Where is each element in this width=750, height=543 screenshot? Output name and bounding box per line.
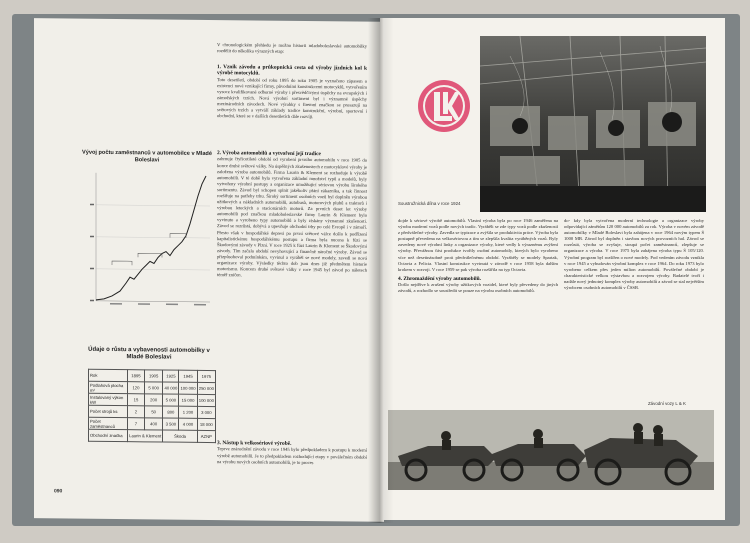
section-4-heading: 4. Zhromaždění výroby automobilů. [398,275,481,282]
table-cell: 200 [144,394,163,406]
table-row-label: Počet zaměstnanců [89,417,128,429]
table-cell: 100 000 [197,394,215,406]
table-cell: 15 [128,394,145,406]
table-row-header: Rok [89,369,128,381]
gridline [96,205,210,206]
y-tick-mark [90,204,94,206]
chart-annotation-bracket [112,261,132,265]
table-cell: 2 [128,406,145,418]
x-tick-mark [110,303,122,305]
table-cell: AZNP [197,430,215,442]
column-2: do- kdy byla vytvořena moderní technologie a organizace výroby odpovídající zámětům 120 000 automobilů za rok. Výroba v novém závodě automobilky v Mladé Boleslavi byla zahájena v roce 1964 novým typem Š 1000 MB. Závod byl doplněn i stavbou nových provozních hal. Závod se rozrůstá, výroba se zvyšuje, stoupá počet zaměstnanců, zlepšuje se organizace a výroba. V roce 1975 byla zahájena výroba typu Š 105/120. Výrobní program byl rozšířen o nové modely. Pod vedením závodu vznikla v roce 1945 a vybudován výrobní komplex v roce 1964. Do roku 1973 bylo vyrobeno celkem přes jeden milion automobilů. Poválečné období je charakteristické velkou výstavbou a rozvojem výroby. Badatelé tvoří i nadále nový jednotný komplex výroby automobilů a závod se stal největším výrobcem osobních automobilů v ČSSR. [564,218,704,291]
gridline [96,237,210,238]
table-cell: 250 000 [197,382,215,394]
table-cell: 40 000 [163,382,179,394]
race-cars-photo [388,410,714,490]
table-title: Údaje o růstu a vybavenosti automobilky v Mladé Boleslavi [88,346,210,362]
table-cell: 100 000 [179,382,197,394]
y-tick-mark [90,268,94,270]
section-2-heading: 2. Výroba automobilů a vytvoření její tradice [217,150,321,158]
left-page [34,18,384,522]
table-row-label: Podlahová plocha m² [89,381,128,393]
section-2 [217,150,367,280]
table-row [89,429,216,442]
column-1-text: dojde k sériové výrobě automobilů. Vlastní výroba byla po roce 1946 zaměřena na výrobu moderní vozů podle nových tradic. Vyráběli se zde typy vozů podle zkušeností z předválečné výroby. Zavedla se typizace a zvýšila se produktivita práce. Výroba byla postupně převedena na velkosériovou a tím se zlepšila kvalita vyráběných vozů. Byly zavedeny nové výrobní linky a organizace výroby, které vedly k výraznému zvýšení výroby. Převážnou část produkce tvořily osobní automobily, kterých bylo vyrobeno více než desetinásobně proti předválečnému období. Vyráběly se modely Spartak, Octavia a Felicia. Vlastní konstrukce vyvinutá v závodě v roce 1958 byla dalším krokem v rozvoji. V roce 1959 se pak výroba rozšířila na typ Octavia. [398,218,558,272]
table-row-label: Instalovaný výkon kW [89,393,128,405]
table-year: 1905 [144,370,163,382]
y-tick-mark [90,300,94,302]
section-1-heading: 1. Vznik závodu a průkopnická cesta od výroby jízdních kol k výrobě motocyklů. [217,64,367,77]
table-cell: 800 [163,406,179,418]
table-year: 1975 [197,370,215,382]
intro-paragraph: V chronologickém přehledu je možno historii mladoboleslavské automobilky rozdělit do několika výrazných etap: [217,42,367,54]
table-cell: 15 000 [179,394,197,406]
table-row-label: Počet strojů ks [89,405,128,417]
gridline [96,269,210,270]
table-cell: 7 [128,418,145,430]
laurin-klement-logo [416,78,472,134]
chart-title: Vývoj počtu zaměstnanců v automobilce v Mladé Boleslavi [82,149,212,164]
table-cell: 5 000 [144,382,163,394]
table-year: 1945 [179,370,197,382]
section-3 [217,440,367,466]
employee-growth-chart [82,165,214,318]
table-cell: 1 200 [179,406,197,418]
column-1 [398,218,558,294]
section-1 [217,64,367,121]
section-1-body: Toto desetiletí, období od roku 1895 do roku 1905 je vyznačeno zápasem o existenci nové vznikající firmy, původními konstrukcemi motocyklů, vytvořením vysoce kvalifikované odborné výroby i přesvědčivými úspěchy na evropských i zámořských trzích. Nová výrobní sortiment byl i významné úspěchy mezinárodních závodech. Nové výrobky s firemní značkou se prosazují na světových trzích a vytváří základy tradice konstrukční, výrobní, sportovní i obchodní, které se v dalších desetiletích dále rozvíjí. [217,76,367,120]
section-3-body: Teprve znárodnění závodu v roce 1945 bylo předpokladem k postupu k moderní výrobě automobilů. Je to předpokladem rozhodující etapy v poválečném období na výrobu nových osobních automobilů, je to proces [217,446,367,465]
table-cell: 400 [144,418,163,430]
x-tick-mark [166,304,178,306]
table-cell: 4 000 [179,418,197,430]
table-cell: 50 [144,406,163,418]
data-table [88,369,216,443]
table-year: 1895 [128,370,145,382]
section-3-heading: 3. Nástup k velkosériové výrobě. [217,440,292,447]
chart-annotation-bracket [170,234,186,238]
right-page [380,18,725,520]
section-2-body: zahrnuje čtyřicetileté období od vyrobení prvního automobilu v roce 1905 do konce druhé světové války. Na úspěšných zkušenostech z motocyklové výroby je založena výroba automobilů. Firma Laurin & Klement se rozhoduje k výrobě automobilů. V té době byla vytvořena základní množství typů a modelů, byly vytvořeny výrobní postupy a organizace umožňující sériovou výrobu širokého sortimentu. Závod byl schopen splnit jakékoliv přání zákazníka, a tak činnost rozšiřuje na potřeby trhu. Široký sortiment osobních vozů byl doplněn výrobou užitkových a nákladních automobilů, autobusů, motorových pluhů a traktorů i výrobou leteckých a stacionárních motorů. Za prvních deset let výroby automobilů pod značkou mladoboleslavské firmy Laurin & Klement bylo vyvinuto a vyrobeno typy automobilů a byly získány významné zkušenosti. Závod se rozrůstá, dobývá a upevňuje obchodní trhy po celé Evropě i v zámoří. Přesto však v hospodářské depresi po první světové válce došlo k podřízení kapitalistickému hospodářskému postupu a firma byla nucena k fúzi se Škodovými závody v Plzni. V roce 1925 k fúzi Laurin & Klement se Škodovými závody. Tím začalo období nevyhovující a finančně náročné výroby. Závod se přizpůsoboval podmínkám, vyvinul a vyráběl se nové modely, zavedl se nová organizace výroby. Výsledky těchto dob jsou dnes již předmětem historie motorismu. Koncem druhé světové války v roce 1945 byl závod po náletech téměř zničen. [217,156,367,278]
section-4-body: Došlo nejdříve k zrušení výroby užitkových vozidel, které byly převedeny do jiných závodů, a rozhodlo se soustředit se pouze na výrobu osobních automobilů. [398,282,558,294]
x-axis [96,301,210,302]
y-tick-mark [90,236,94,238]
table-row-label: Obchodní značka [89,429,128,441]
x-tick-mark [194,304,206,306]
table-cell: Škoda [163,430,197,442]
table-cell: 18 000 [197,418,215,430]
table-cell: 3 500 [163,418,179,430]
photo-caption: Soustružnická dílna v roce 1924 [398,201,461,206]
bottom-photo-caption: Závodní vozy L & K [648,401,686,406]
x-tick-mark [138,303,150,305]
table-year: 1925 [163,370,179,382]
page-number: 090 [54,488,63,495]
table-cell: 5 000 [163,394,179,406]
table-cell: Laurin & Klement [128,430,163,442]
factory-workshop-photo [480,36,706,212]
table-cell: 120 [128,382,145,394]
table-cell: 3 000 [197,406,215,418]
